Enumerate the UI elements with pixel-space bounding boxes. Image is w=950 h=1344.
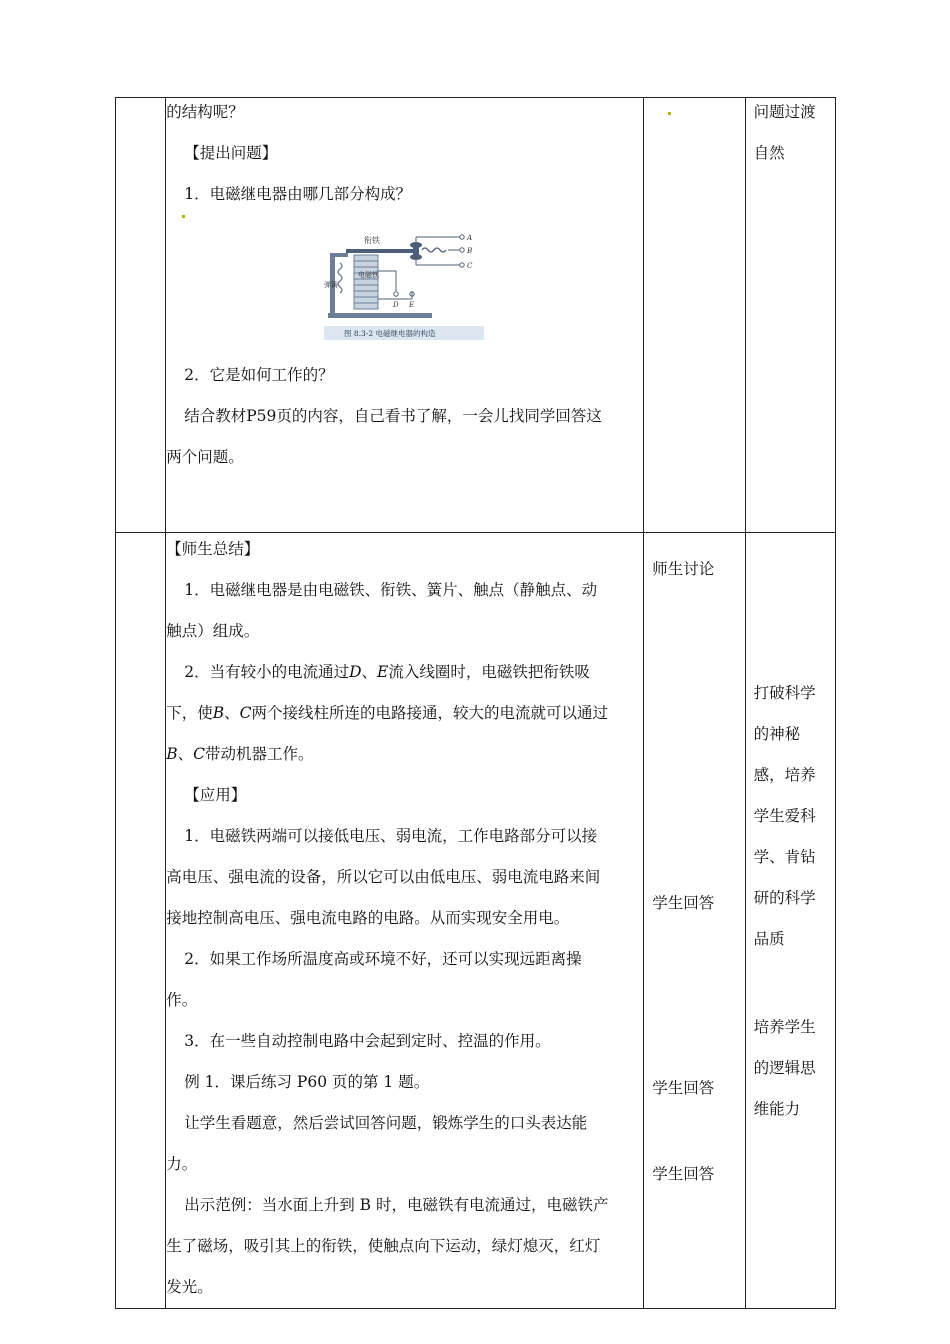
text-line: 出示范例：当水面上升到 B 时，电磁铁有电流通过，电磁铁产 xyxy=(184,1196,609,1214)
text-line: 两个问题。 xyxy=(166,448,244,466)
section-heading: 【提出问题】 xyxy=(184,144,278,162)
example-heading: 例 1．课后练习 P60 页的第 1 题。 xyxy=(184,1073,430,1091)
design-line: 培养学生 xyxy=(753,1018,816,1036)
design-line: 感，培养 xyxy=(753,766,816,784)
terminal-c-label: C xyxy=(467,262,473,270)
design-line: 问题过渡 xyxy=(753,103,816,121)
row2-content-cell xyxy=(166,533,644,1309)
text-line: 发光。 xyxy=(166,1278,213,1296)
question-1: 1．电磁继电器由哪几部分构成？ xyxy=(184,185,412,203)
text-line: 1．电磁继电器是由电磁铁、衔铁、簧片、触点（静触点、动 xyxy=(184,581,598,599)
text-line: 触点）组成。 xyxy=(166,622,260,640)
text-line: 结合教材P59页的内容，自己看书了解，一会儿找同学回答这 xyxy=(184,407,602,425)
text-line: 让学生看题意，然后尝试回答问题，锻炼学生的口头表达能 xyxy=(184,1114,588,1132)
terminal-a-label: A xyxy=(467,234,473,242)
text-line: 的结构呢？ xyxy=(166,103,244,121)
coil-label: 电磁铁 xyxy=(358,271,380,279)
question-2: 2．它是如何工作的？ xyxy=(184,366,334,384)
figure-caption: 图 8.3-2 电磁继电器的构造 xyxy=(344,329,436,338)
dot-mark xyxy=(182,215,185,218)
section-heading: 【师生总结】 xyxy=(166,540,260,558)
design-line: 的神秘 xyxy=(753,725,801,743)
terminal-b-label: B xyxy=(467,247,473,255)
armature-label: 衔铁 xyxy=(364,236,381,245)
design-line: 打破科学 xyxy=(753,684,816,702)
row2-blank-cell xyxy=(116,533,166,1309)
row1-blank-cell xyxy=(116,98,166,533)
text-line: 2．当有较小的电流通过D、E流入线圈时，电磁铁把衔铁吸 xyxy=(184,663,590,681)
activity-discuss: 师生讨论 xyxy=(652,560,715,578)
terminal-e-label: E xyxy=(409,301,415,309)
armature xyxy=(346,249,416,253)
lesson-table xyxy=(115,97,836,1309)
text-line: 下，使B、C两个接线柱所连的电路接通，较大的电流就可以通过 xyxy=(166,704,609,722)
row2-design-cell xyxy=(745,533,835,1309)
text-line: 3．在一些自动控制电路中会起到定时、控温的作用。 xyxy=(184,1032,551,1050)
activity-answer: 学生回答 xyxy=(652,1079,715,1097)
design-line: 品质 xyxy=(753,930,785,948)
terminal-d-label: D xyxy=(393,301,399,309)
activity-answer: 学生回答 xyxy=(652,894,715,912)
design-line: 学、肯钻 xyxy=(753,848,816,866)
text-line: 力。 xyxy=(166,1155,198,1173)
relay-base xyxy=(328,313,432,318)
design-line: 的逻辑思 xyxy=(753,1059,816,1077)
row1-activity-cell xyxy=(644,98,745,533)
text-line: 1．电磁铁两端可以接低电压、弱电流，工作电路部分可以接 xyxy=(184,827,598,845)
text-line: B、C带动机器工作。 xyxy=(166,745,314,763)
text-line: 作。 xyxy=(166,991,198,1009)
coil xyxy=(354,255,378,309)
design-line: 研的科学 xyxy=(753,889,816,907)
row1-design-cell xyxy=(745,98,835,533)
section-heading: 【应用】 xyxy=(184,786,247,804)
text-line: 生了磁场，吸引其上的衔铁，使触点向下运动，绿灯熄灭，红灯 xyxy=(166,1237,601,1255)
dot-mark xyxy=(668,112,671,115)
text-line: 高电压、强电流的设备，所以它可以由低电压、弱电流电路来间 xyxy=(166,868,601,886)
design-line: 自然 xyxy=(753,144,785,162)
design-line: 学生爱科 xyxy=(753,807,816,825)
text-line: 2．如果工作场所温度高或环境不好，还可以实现远距离操 xyxy=(184,950,582,968)
spring-label: 弹簧 xyxy=(324,281,339,289)
row1-content-cell xyxy=(166,98,644,533)
row2-activity-cell xyxy=(644,533,745,1309)
relay-diagram xyxy=(324,225,484,347)
relay-figure xyxy=(166,215,643,355)
table-row xyxy=(116,533,836,1309)
activity-answer: 学生回答 xyxy=(652,1165,715,1183)
table-row xyxy=(116,98,836,533)
text-line: 接地控制高电压、强电流电路的电路。从而实现安全用电。 xyxy=(166,909,570,927)
design-line: 维能力 xyxy=(753,1100,801,1118)
